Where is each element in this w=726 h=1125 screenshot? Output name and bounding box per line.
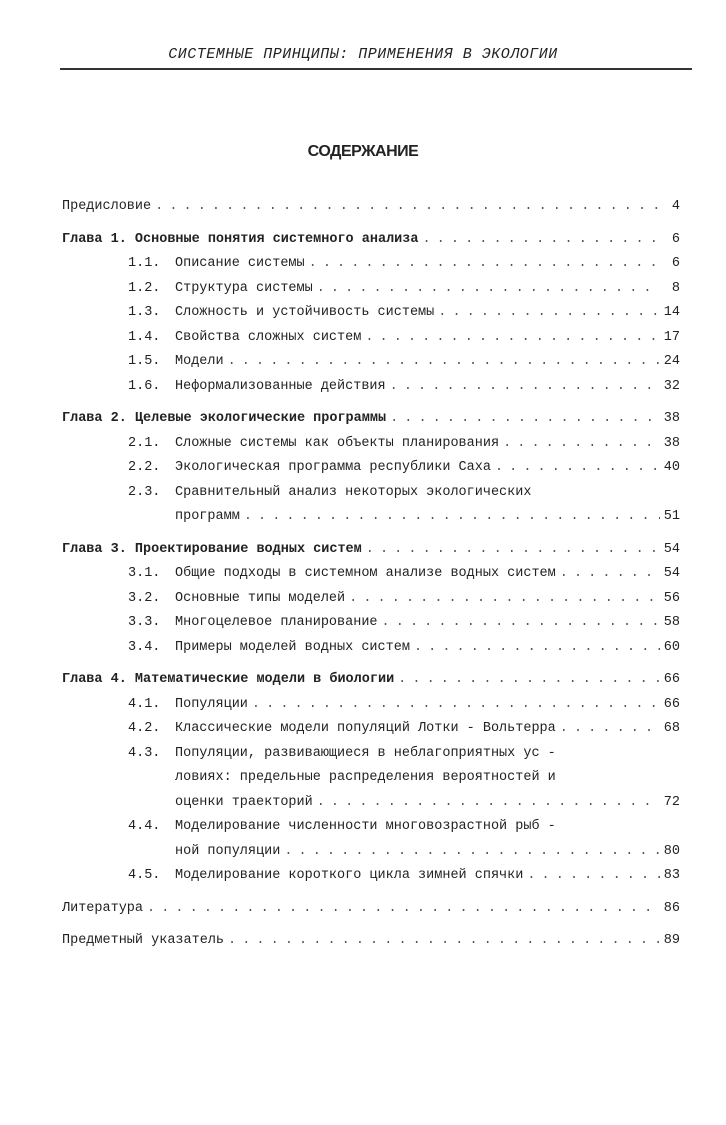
page-number: 24	[663, 354, 680, 369]
chapter-number: Глава 3.	[62, 541, 127, 557]
section-number: 4.4.	[128, 819, 161, 834]
page-number: 83	[663, 868, 680, 883]
toc-section	[62, 640, 680, 665]
toc-chapter-3	[62, 542, 680, 567]
toc-section	[62, 354, 680, 379]
dot-leader	[560, 566, 660, 581]
running-header: СИСТЕМНЫЕ ПРИНЦИПЫ: ПРИМЕНЕНИЯ В ЭКОЛОГИИ	[168, 46, 558, 63]
dot-leader	[382, 615, 660, 630]
dot-leader	[244, 509, 660, 524]
toc-entry-text: Моделирование короткого цикла зимней спячки	[175, 868, 524, 883]
section-number: 1.6.	[128, 378, 161, 394]
toc-section	[62, 460, 680, 485]
toc-section	[62, 379, 680, 404]
toc-entry-text: Основные типы моделей	[175, 590, 346, 606]
page-number: 66	[663, 696, 680, 712]
toc-section	[62, 281, 680, 306]
toc-section-continuation	[62, 795, 680, 820]
page-number: 38	[663, 435, 680, 451]
header-rule	[60, 68, 692, 70]
page-number: 54	[663, 541, 680, 557]
toc-section-continuation	[62, 844, 680, 869]
toc-section-continuation	[62, 770, 680, 795]
toc-entry-text: Примеры моделей водных систем	[175, 639, 410, 655]
page-number: 66	[663, 672, 680, 687]
toc-entry-text: Общие подходы в системном анализе водных систем	[175, 566, 556, 581]
section-number: 3.4.	[128, 639, 161, 655]
dot-leader	[366, 542, 660, 557]
page-number: 40	[663, 460, 680, 475]
page-number: 17	[663, 329, 680, 345]
page-number: 68	[663, 721, 680, 736]
toc-entry-text: оценки траекторий	[175, 794, 313, 810]
page-number: 58	[663, 615, 680, 630]
toc-entry-text: Основные понятия системного анализа	[134, 231, 419, 247]
chapter-number: Глава 2.	[62, 411, 127, 426]
section-number: 4.3.	[128, 745, 161, 761]
section-number: 1.2.	[128, 280, 161, 296]
toc-entry-text: Популяции, развивающиеся в неблагоприятных ус -	[175, 745, 556, 761]
toc-chapter-1	[62, 232, 680, 257]
chapter-number: Глава 1.	[62, 231, 127, 247]
toc-entry-text: Сравнительный анализ некоторых экологических	[175, 484, 532, 500]
page-number: 14	[663, 305, 680, 320]
dot-leader	[147, 901, 660, 916]
toc-section	[62, 721, 680, 746]
page-number: 4	[671, 199, 680, 214]
toc-section	[62, 746, 680, 771]
dot-leader	[503, 436, 660, 451]
toc-section	[62, 566, 680, 591]
toc-entry-text: Классические модели популяций Лотки - Вольтерра	[175, 721, 556, 736]
toc-entry-index	[62, 933, 680, 958]
page-number: 54	[663, 566, 680, 581]
page-number: 89	[663, 933, 680, 948]
toc-entry-text: Предметный указатель	[62, 933, 225, 948]
toc-section	[62, 868, 680, 893]
toc-entry-literature	[62, 901, 680, 926]
dot-leader	[495, 460, 660, 475]
toc-entry-text: Описание системы	[175, 256, 305, 271]
page-title: СОДЕРЖАНИЕ	[307, 143, 419, 160]
toc-entry-text: Популяции	[175, 696, 248, 712]
page-number: 80	[663, 843, 680, 859]
toc-section	[62, 591, 680, 616]
section-number: 1.1.	[128, 256, 161, 271]
page-number: 38	[663, 411, 680, 426]
dot-leader	[560, 721, 660, 736]
toc-entry-text: Проектирование водных систем	[134, 541, 362, 557]
section-number: 3.3.	[128, 615, 161, 630]
toc-entry-text: Предисловие	[62, 199, 152, 214]
toc-entry-text: Неформализованные действия	[175, 378, 386, 394]
dot-leader	[317, 281, 660, 296]
toc-chapter-4	[62, 672, 680, 697]
page-number: 32	[663, 378, 680, 394]
section-number: 3.1.	[128, 566, 161, 581]
section-number: 1.4.	[128, 329, 161, 345]
page-number: 72	[663, 794, 680, 810]
dot-leader	[284, 844, 659, 859]
dot-leader	[438, 305, 660, 320]
page-number: 86	[663, 900, 680, 916]
toc-section	[62, 436, 680, 461]
toc-entry-text: Моделирование численности многовозрастной рыб -	[175, 819, 556, 834]
toc-entry-text: программ	[175, 509, 240, 524]
section-number: 2.2.	[128, 460, 161, 475]
toc-entry-text: Многоцелевое планирование	[175, 615, 378, 630]
page-number: 6	[671, 231, 680, 247]
dot-leader	[390, 379, 660, 394]
chapter-number: Глава 4.	[62, 672, 127, 687]
toc-section	[62, 256, 680, 281]
toc-section	[62, 485, 680, 510]
toc-entry-text: Экологическая программа республики Саха	[175, 460, 491, 475]
dot-leader	[309, 256, 660, 271]
page-number: 8	[671, 280, 680, 296]
section-number: 2.1.	[128, 435, 161, 451]
toc-chapter-2	[62, 411, 680, 436]
section-number: 4.1.	[128, 696, 161, 712]
section-number: 1.3.	[128, 305, 161, 320]
dot-leader	[317, 795, 660, 810]
dot-leader	[390, 411, 660, 426]
dot-leader	[155, 199, 660, 214]
toc-section	[62, 330, 680, 355]
toc-entry-text: Структура системы	[175, 280, 313, 296]
dot-leader	[422, 232, 660, 247]
page-number: 6	[671, 256, 680, 271]
dot-leader	[365, 330, 659, 345]
toc-entry-text: Целевые экологические программы	[134, 411, 387, 426]
page-number: 56	[663, 590, 680, 606]
toc-section-continuation	[62, 509, 680, 534]
toc-section	[62, 615, 680, 640]
dot-leader	[228, 354, 660, 369]
dot-leader	[252, 697, 660, 712]
dot-leader	[414, 640, 660, 655]
toc-entry-text: Сложные системы как объекты планирования	[175, 435, 500, 451]
toc-entry-text: ловиях: предельные распределения вероятностей и	[175, 770, 556, 785]
dot-leader	[228, 933, 660, 948]
dot-leader	[527, 868, 659, 883]
toc-section	[62, 819, 680, 844]
section-number: 4.2.	[128, 721, 161, 736]
toc-section	[62, 697, 680, 722]
toc-entry-text: Сложность и устойчивость системы	[175, 305, 435, 320]
toc-entry-text: Модели	[175, 354, 224, 369]
toc-entry-text: Литература	[62, 900, 144, 916]
toc-entry-text: Математические модели в биологии	[134, 672, 395, 687]
section-number: 4.5.	[128, 868, 161, 883]
dot-leader	[349, 591, 660, 606]
toc-entry-text: Свойства сложных систем	[175, 329, 362, 345]
toc-entry-preface	[62, 199, 680, 224]
page-number: 51	[663, 509, 680, 524]
table-of-contents	[62, 199, 680, 958]
toc-section	[62, 305, 680, 330]
toc-entry-text: ной популяции	[175, 843, 281, 859]
dot-leader	[398, 672, 660, 687]
section-number: 1.5.	[128, 354, 161, 369]
section-number: 2.3.	[128, 484, 161, 500]
page-number: 60	[663, 639, 680, 655]
section-number: 3.2.	[128, 590, 161, 606]
